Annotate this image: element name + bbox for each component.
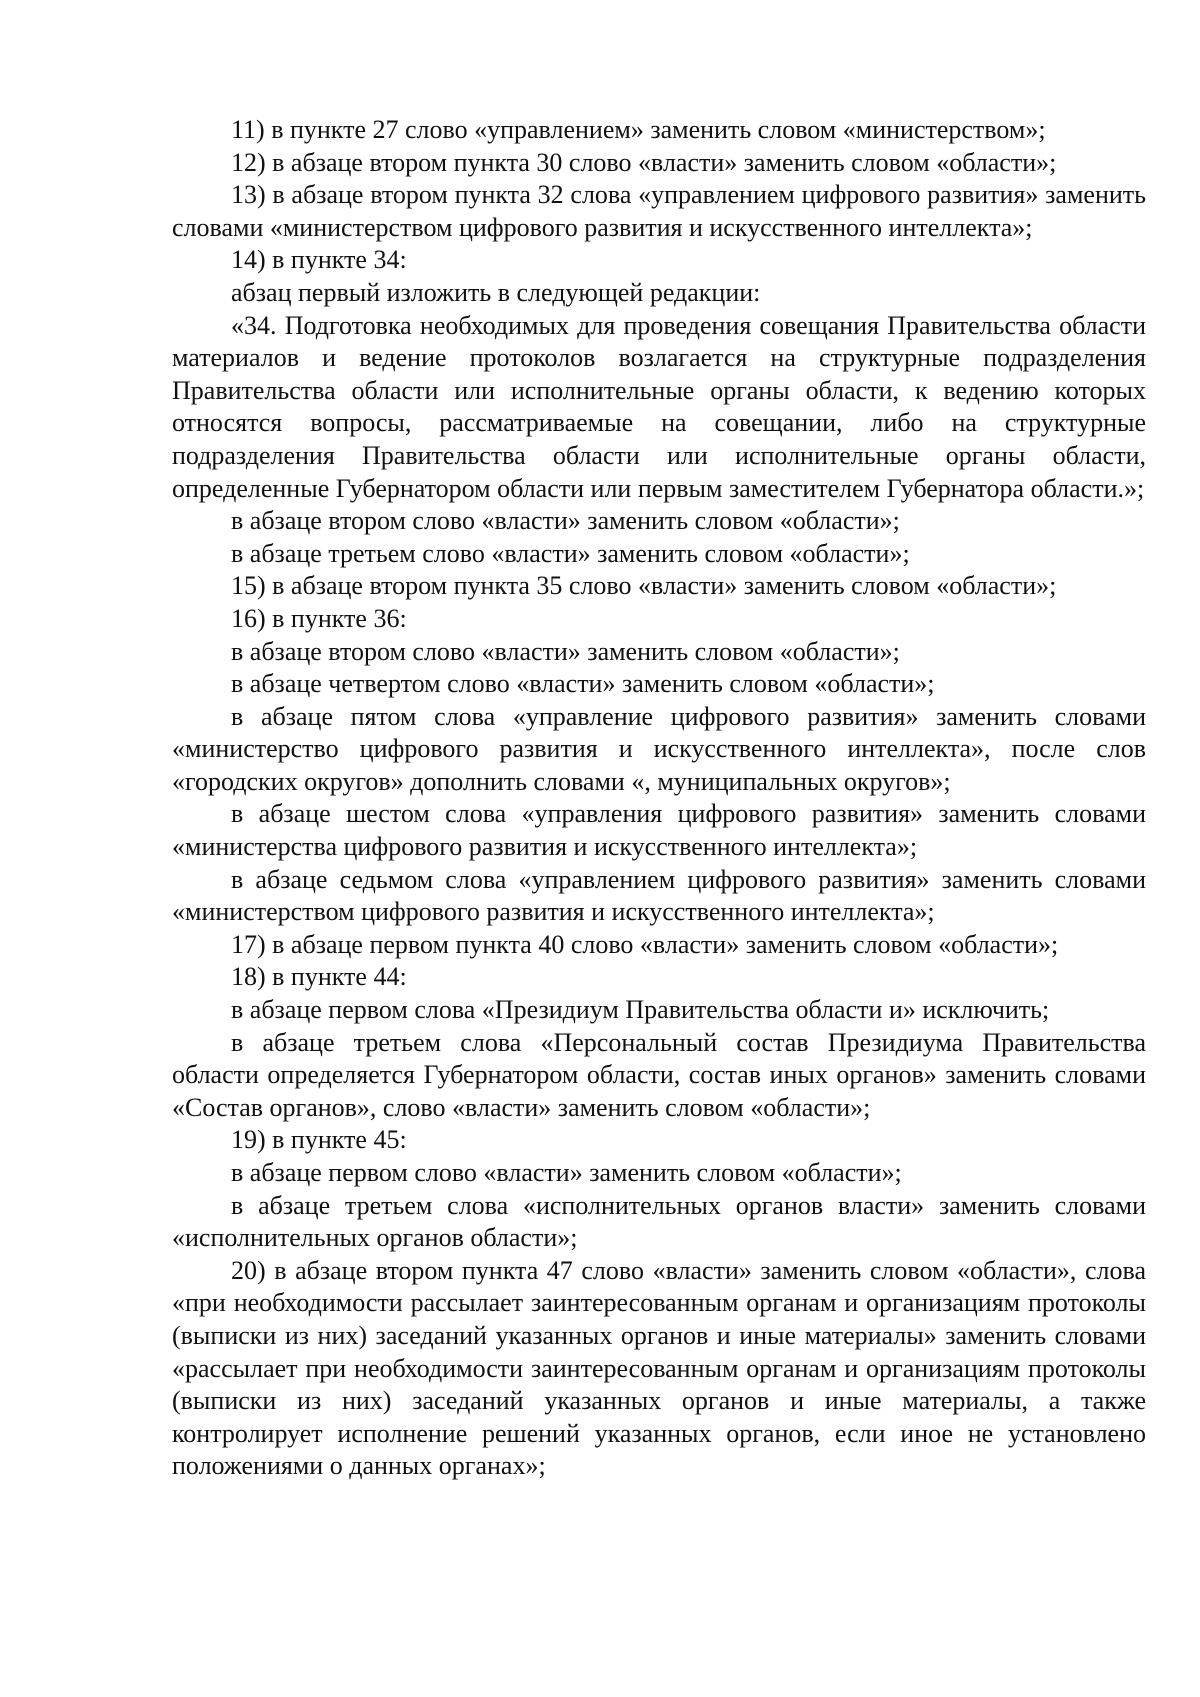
paragraph-sub-item: абзац первый изложить в следующей редакции: (231, 277, 761, 307)
paragraph-sub-item: в абзаце первом слово «власти» заменить словом «области»; (231, 1158, 902, 1187)
paragraph-sub-item: в абзаце третьем слово «власти» заменить словом «области»; (231, 538, 910, 568)
paragraph-sub-item: в абзаце шестом слова «управления цифрового развития» заменить словами «министерства цифрового развития и искусственного интеллекта»; (172, 799, 1146, 862)
paragraph-sub-item: в абзаце втором слово «власти» заменить словом «области»; (231, 636, 900, 666)
paragraph-item-20: 20) в абзаце втором пункта 47 слово «власти» заменить словом «области», слова «при необходимости рассылает заинтересованным органам и организациям протоколы (выписки из них) заседаний указанных органов и иные материалы» заменить словами «рассылает при необходимости заинтересованным органам и организациям протоколы (выписки из них) заседаний указанных органов и иные материалы, а также контролирует исполнение решений указанных органов, если иное не установлено положениями о данных органах»; (172, 1255, 1146, 1481)
paragraph-sub-item: в абзаце первом слова «Президиум Правительства области и» исключить; (231, 995, 1050, 1025)
paragraph-sub-item: в абзаце третьем слова «исполнительных органов власти» заменить словами «исполнительных органов области»; (172, 1190, 1146, 1253)
paragraph-item-16: 16) в пункте 36: (231, 603, 407, 633)
paragraph-item-11: 11) в пункте 27 слово «управлением» заменить словом «министерством»; (231, 115, 1046, 144)
paragraph-sub-item: в абзаце третьем слова «Персональный состав Президиума Правительства области определяется Губернатором области, состав иных органов» заменить словами «Состав органов», слово «власти» заменить словом «области»; (172, 1027, 1146, 1122)
paragraph-item-15: 15) в абзаце втором пункта 35 слово «власти» заменить словом «области»; (231, 571, 1057, 601)
paragraph-item-13: 13) в абзаце втором пункта 32 слова «управлением цифрового развития» заменить словами «министерством цифрового развития и искусственного интеллекта»; (172, 180, 1146, 242)
paragraph-item-17: 17) в абзаце первом пункта 40 слово «власти» заменить словом «области»; (231, 929, 1059, 959)
paragraph-item-12: 12) в абзаце втором пункта 30 слово «власти» заменить словом «области»; (231, 147, 1057, 177)
paragraph-item-19: 19) в пункте 45: (231, 1125, 407, 1155)
paragraph-sub-item: в абзаце пятом слова «управление цифрового развития» заменить словами «министерство цифрового развития и искусственного интеллекта», после слов «городских округов» дополнить словами «, муниципальных округов»; (172, 701, 1146, 796)
paragraph-sub-item: в абзаце втором слово «власти» заменить словом «области»; (231, 506, 900, 536)
paragraph-item-18: 18) в пункте 44: (231, 962, 407, 992)
paragraph-sub-item: в абзаце седьмом слова «управлением цифрового развития» заменить словами «министерством цифрового развития и искусственного интеллекта»; (172, 864, 1146, 927)
paragraph-quoted-text: «34. Подготовка необходимых для проведения совещания Правительства области материалов и ведение протоколов возлагается на структурные подразделения Правительства области или исполнительные органы области, к ведению которых относятся вопросы, рассматриваемые на совещании, либо на структурные подразделения Правительства области или исполнительные органы области, определенные Губернатором области или первым заместителем Губернатора области.»; (172, 310, 1146, 503)
paragraph-item-14: 14) в пункте 34: (231, 245, 407, 275)
paragraph-sub-item: в абзаце четвертом слово «власти» заменить словом «области»; (231, 669, 935, 699)
document-body (172, 114, 1146, 1483)
